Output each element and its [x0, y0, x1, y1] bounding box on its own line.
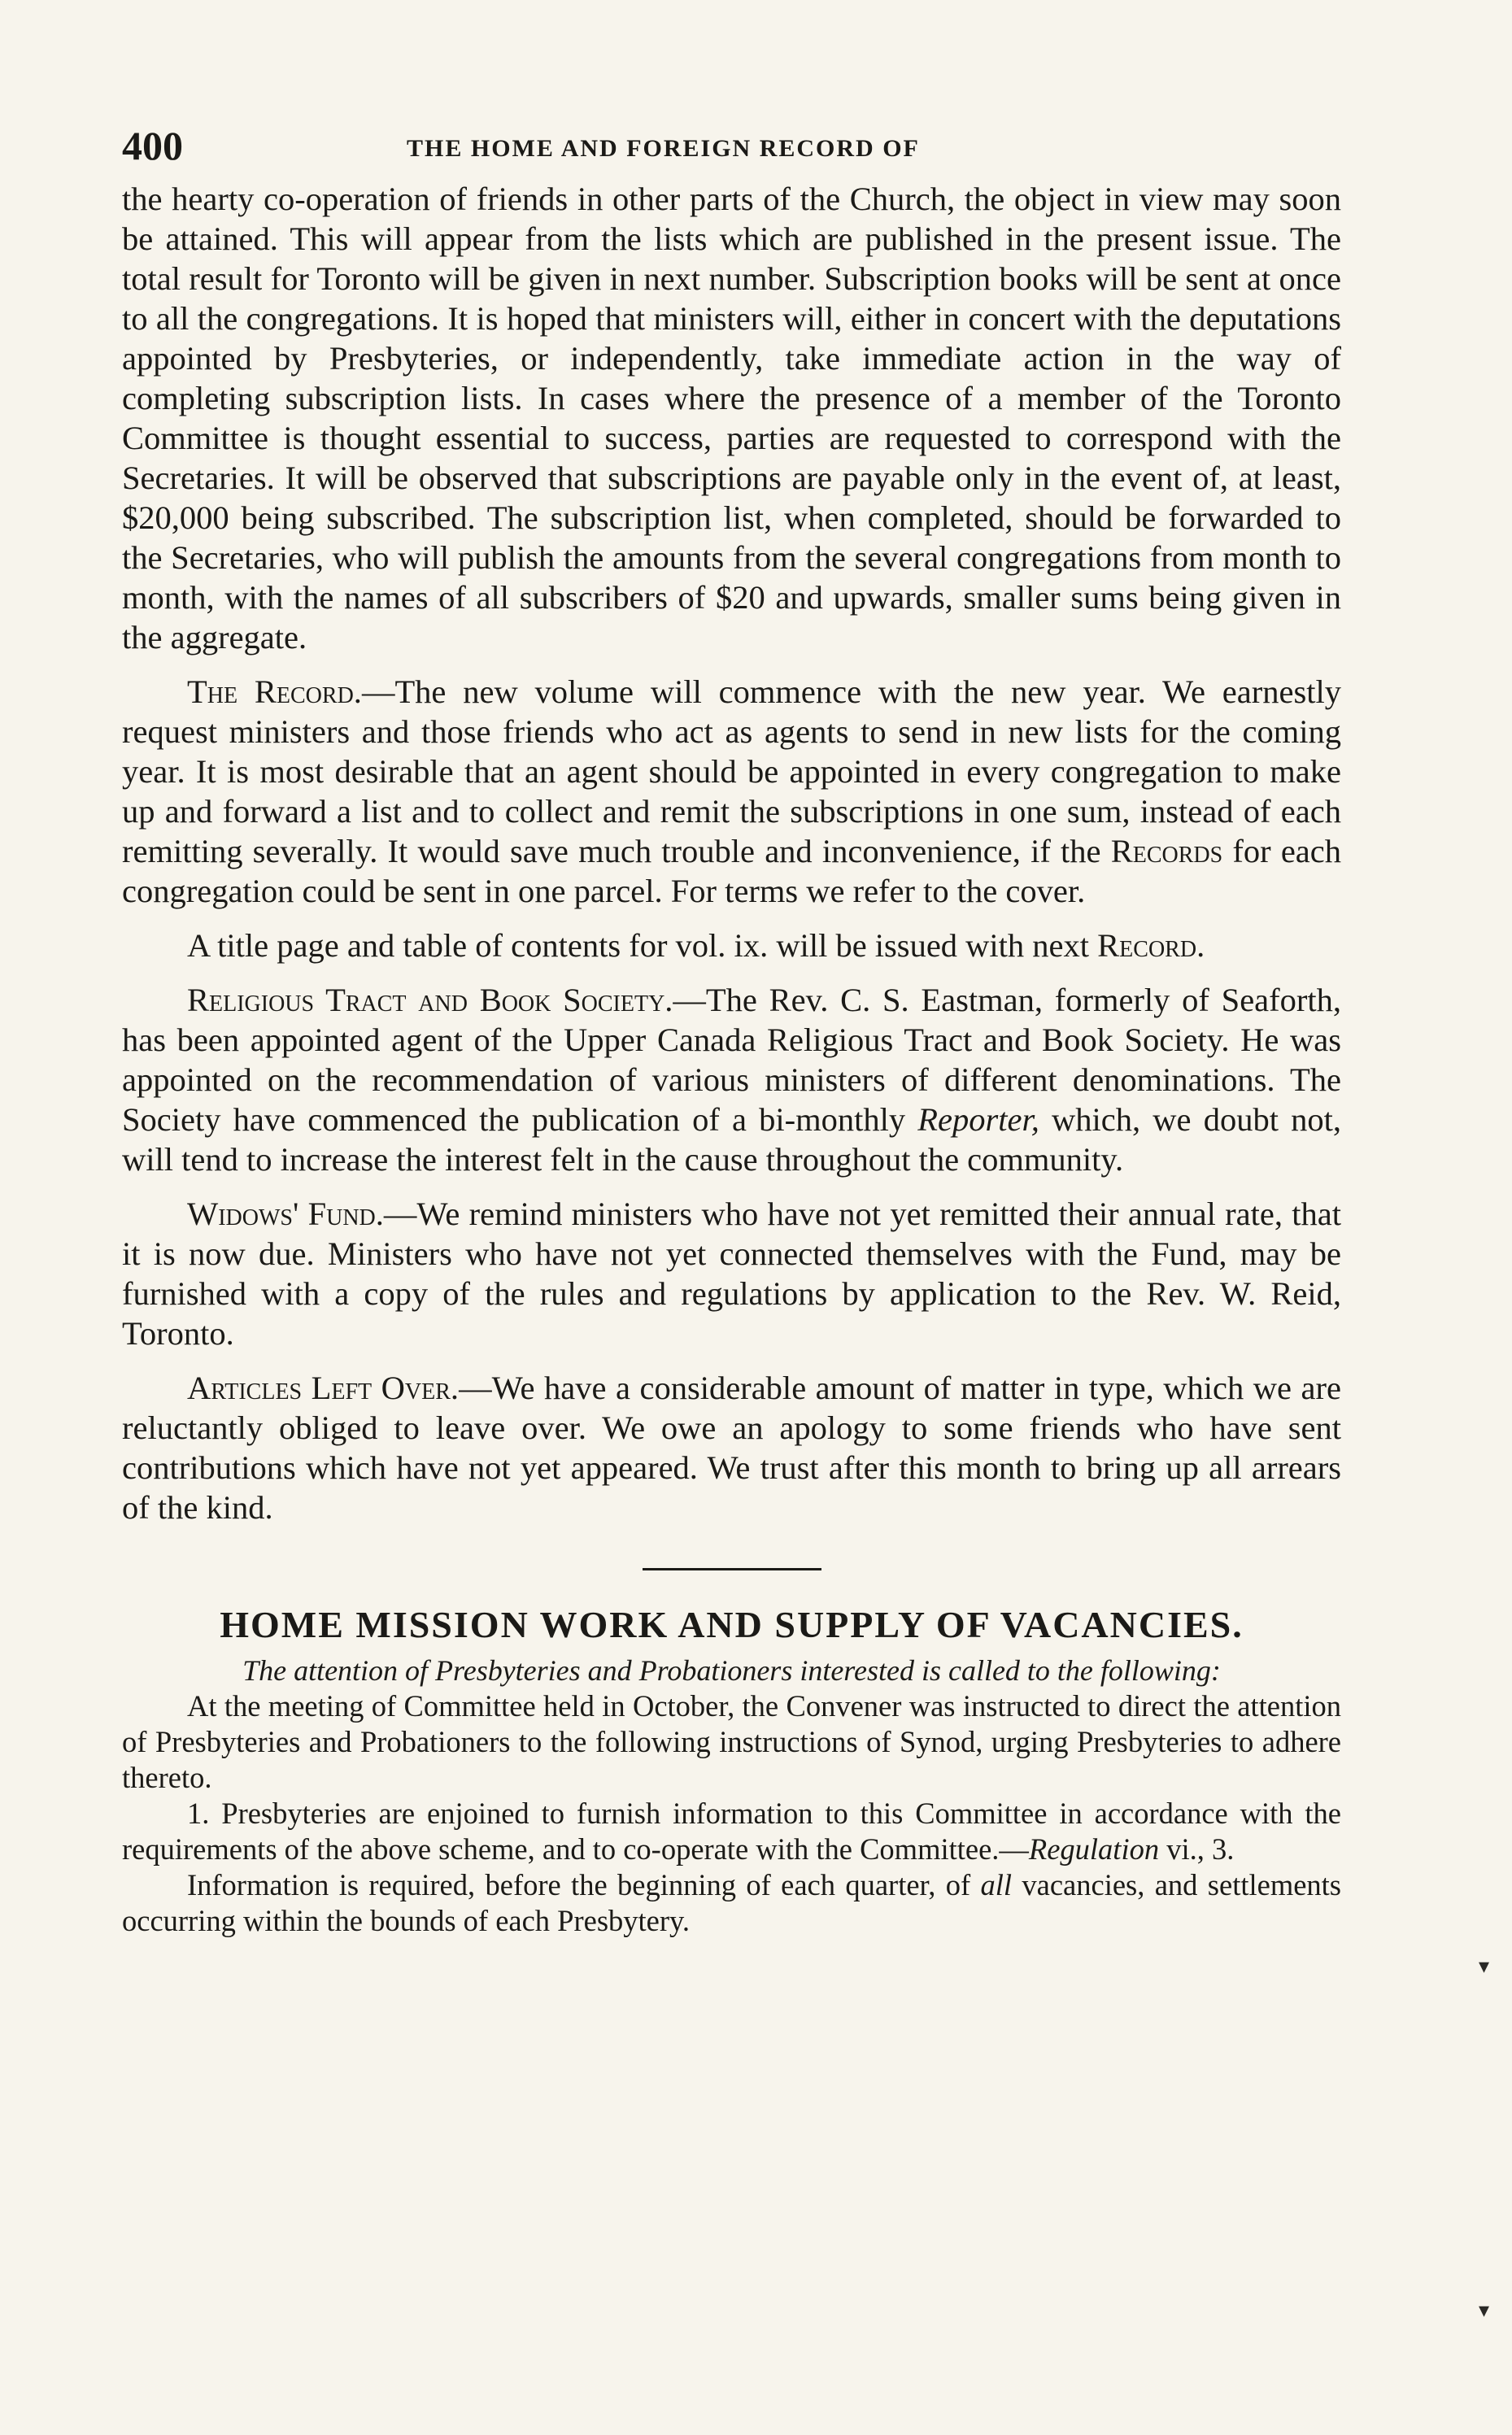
section-title: HOME MISSION WORK AND SUPPLY OF VACANCIES. — [220, 1604, 1244, 1645]
margin-mark-icon: ▾ — [1479, 2298, 1490, 2322]
title-page-text: A title page and table of contents for vol. ix. will be issued with next — [187, 927, 1098, 964]
page-header — [122, 122, 1341, 179]
information-text-end: vacancies, and settlements occurring within the bounds of each Presbytery. — [122, 1868, 1342, 1937]
widows-fund-heading: Widows' Fund. — [187, 1196, 384, 1232]
intro-paragraph: the hearty co-operation of friends in other parts of the Church, the object in view may soon be attained. This will appear from the lists which are published in the present issue. The total result for Toronto will be given in next number. Subscription books will be sent at once to all the congregations. It is hoped that ministers will, either in concert with the deputations appointed by Presbyteries, or independently, take immediate action in the way of completing subscription lists. In cases where the presence of a member of the Toronto Committee is thought essential to success, parties are requested to correspond with the Secretaries. It will be observed that subscriptions are payable only in the event of, at least, $20,000 being subscribed. The subscription list, when completed, should be forwarded to the Secretaries, who will publish the amounts from the several congregations from month to month, with the names of all subscribers of $20 and upwards, smaller sums being given in the aggregate. — [122, 181, 1341, 656]
record-body-1: —The new volume will commence with the new year. We earnestly request ministers and those friends who act as agents to send in new lists for the coming year. It is most desirable that an agent should be appointed in every congregation to make up and forward a list and to collect and remit the subscriptions in one sum, instead of each remitting severally. It would save much trouble and inconvenience, if the — [122, 673, 1341, 869]
tract-society-paragraph — [122, 980, 1341, 1179]
information-text: Information is required, before the beginning of each quarter, of — [187, 1868, 981, 1901]
widows-fund-body: —We remind ministers who have not yet remitted their annual rate, that it is now due. Ministers who have not yet connected themselves with the Fund, may be furnished with a copy of the rules and regulations by application to the Rev. W. Reid, Toronto. — [122, 1196, 1341, 1352]
regulation-ref: vi., 3. — [1159, 1832, 1235, 1866]
record-body-2: for each congregation could be sent in one parcel. For terms we refer to the cover. — [122, 833, 1342, 909]
all-word: all — [980, 1868, 1013, 1901]
presbyteries-text: 1. Presbyteries are enjoined to furnish information to this Committee in accordance with the requirements of the above scheme, and to co-operate with the Committee.— — [122, 1797, 1341, 1866]
running-title: THE HOME AND FOREIGN RECORD OF — [407, 135, 920, 162]
tract-body-2: which, we doubt not, will tend to increase the interest felt in the cause throughout the community. — [122, 1101, 1341, 1178]
record-heading: The Record. — [187, 673, 362, 710]
articles-left-over-body: —We have a considerable amount of matter in type, which we are reluctantly obliged to leave over. We owe an apology to some friends who have sent contributions which have not yet appeared. We trust after this month to bring up all arrears of the kind. — [122, 1370, 1341, 1526]
articles-left-over-heading: Articles Left Over. — [187, 1370, 460, 1406]
presbyteries-paragraph — [122, 1796, 1341, 1867]
tract-body-1: —The Rev. C. S. Eastman, formerly of Seaforth, has been appointed agent of the Upper Canada Religious Tract and Book Society. He was appointed on the recommendation of various ministers of different denominations. The Society have commenced the publication of a bi-monthly — [122, 982, 1341, 1138]
record-word: Record. — [1097, 927, 1205, 964]
page-number: 400 — [122, 123, 183, 168]
section-subtitle: The attention of Presbyteries and Probationers interested is called to the following: — [242, 1654, 1221, 1687]
regulation-word: Regulation — [1028, 1832, 1160, 1866]
reporter-title: Reporter, — [917, 1101, 1039, 1138]
section-divider — [643, 1568, 821, 1570]
record-paragraph — [122, 672, 1341, 911]
records-word: Records — [1110, 833, 1223, 869]
information-paragraph — [122, 1867, 1341, 1939]
committee-paragraph: At the meeting of Committee held in October, the Convener was instructed to direct the attention of Presbyteries and Probationers to the following instructions of Synod, urging Presbyteries to adhere thereto. — [122, 1689, 1341, 1794]
articles-left-over-paragraph — [122, 1368, 1341, 1527]
tract-society-heading: Religious Tract and Book Society. — [187, 982, 673, 1018]
widows-fund-paragraph — [122, 1194, 1341, 1353]
title-page-paragraph — [122, 926, 1341, 965]
margin-mark-icon: ▾ — [1479, 1954, 1490, 1978]
